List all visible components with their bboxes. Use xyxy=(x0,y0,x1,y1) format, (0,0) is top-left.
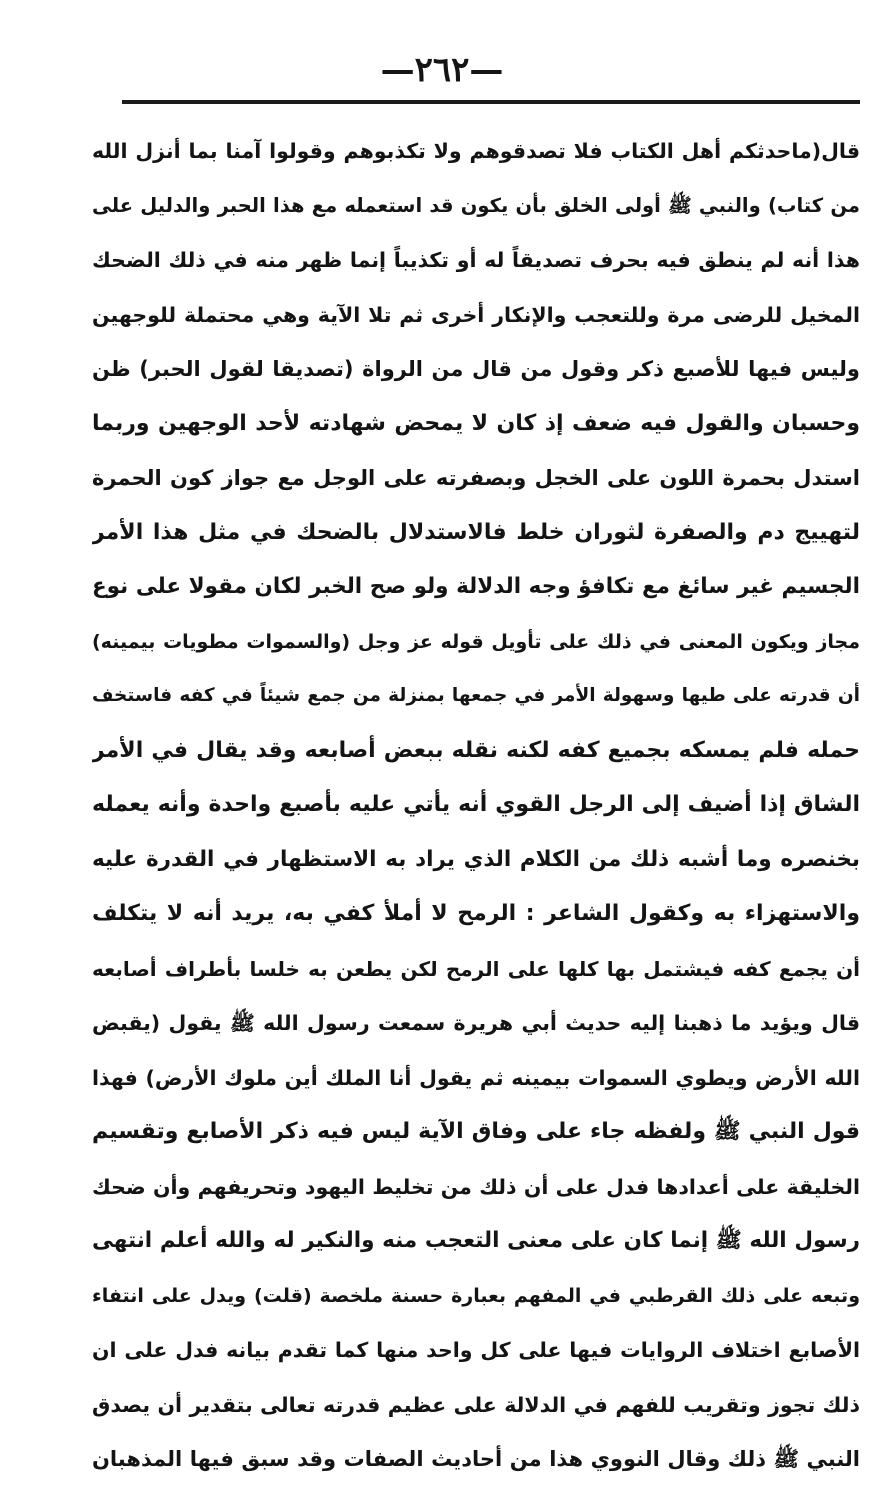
text-line: رسول الله ﷺ إنما كان على معنى التعجب منه والنكير له والله أعلم انتهى xyxy=(92,1228,860,1253)
text-line: من كتاب) والنبي ﷺ أولى الخلق بأن يكون قد استعمله مع هذا الحبر والدليل على xyxy=(92,193,860,217)
text-line: أن يجمع كفه فيشتمل بها كلها على الرمح لكن يطعن به خلسا بأطراف أصابعه xyxy=(92,956,860,981)
text-line: والاستهزاء به وكقول الشاعر : الرمح لا أملأ كفي به، يريد أنه لا يتكلف xyxy=(92,901,860,926)
text-line: هذا أنه لم ينطق فيه بحرف تصديقاً له أو تكذيباً إنما ظهر منه في ذلك الضحك xyxy=(92,248,860,272)
text-line: استدل بحمرة اللون على الخجل وبصفرته على الوجل مع جواز كون الحمرة xyxy=(92,466,860,490)
text-line: مجاز ويكون المعنى في ذلك على تأويل قوله عز وجل (والسموات مطويات بيمينه) xyxy=(92,630,860,653)
page-header xyxy=(0,50,884,90)
text-line: أن قدرته على طيها وسهولة الأمر في جمعها بمنزلة من جمع شيئاً في كفه فاستخف xyxy=(92,685,860,706)
text-line: ذلك تجوز وتقريب للفهم في الدلالة على عظيم قدرته تعالى بتقدير أن يصدق xyxy=(92,1392,860,1417)
page-number: —٢٦٢— xyxy=(380,50,504,90)
text-line: الخليقة على أعدادها فدل على أن ذلك من تخليط اليهود وتحريفهم وأن ضحك xyxy=(92,1174,860,1199)
text-line: قال(ماحدثكم أهل الكتاب فلا تصدقوهم ولا تكذبوهم وقولوا آمنا بما أنزل الله xyxy=(92,139,860,163)
text-line: لتهييج دم والصفرة لثوران خلط فالاستدلال بالضحك في مثل هذا الأمر xyxy=(92,519,860,545)
text-line: الجسيم غير سائغ مع تكافؤ وجه الدلالة ولو صح الخبر لكان مقولا على نوع xyxy=(92,574,860,599)
text-line: النبي ﷺ ذلك وقال النووي هذا من أحاديث الصفات وقد سبق فيها المذهبان xyxy=(92,1447,860,1471)
text-line: وتبعه على ذلك القرطبي في المفهم بعبارة حسنة ملخصة (قلت) ويدل على انتفاء xyxy=(92,1284,860,1307)
text-line: الشاق إذا أضيف إلى الرجل القوي أنه يأتي عليه بأصبع واحدة وأنه يعمله xyxy=(92,792,860,817)
text-line: الله الأرض ويطوي السموات بيمينه ثم يقول أنا الملك أين ملوك الأرض) فهذا xyxy=(92,1065,860,1090)
text-line: حمله فلم يمسكه بجميع كفه لكنه نقله ببعض أصابعه وقد يقال في الأمر xyxy=(92,737,860,763)
text-line: وحسبان والقول فيه ضعف إذ كان لا يمحض شهادته لأحد الوجهين وربما xyxy=(92,410,860,436)
text-body xyxy=(92,124,860,1487)
text-line: بخنصره وما أشبه ذلك من الكلام الذي يراد به الاستظهار في القدرة عليه xyxy=(92,846,860,872)
text-line: المخيل للرضى مرة وللتعجب والإنكار أخرى ثم تلا الآية وهي محتملة للوجهين xyxy=(92,302,860,327)
text-line: قال ويؤيد ما ذهبنا إليه حديث أبي هريرة سمعت رسول الله ﷺ يقول (يقبض xyxy=(92,1011,860,1035)
text-line: وليس فيها للأصبع ذكر وقول من قال من الرواة (تصديقا لقول الحبر) ظن xyxy=(92,357,860,381)
text-line: قول النبي ﷺ ولفظه جاء على وفاق الآية ليس فيه ذكر الأصابع وتقسيم xyxy=(92,1119,860,1144)
text-line: الأصابع اختلاف الروايات فيها على كل واحد منها كما تقدم بيانه فدل على ان xyxy=(92,1338,860,1362)
header-rule xyxy=(122,100,860,104)
